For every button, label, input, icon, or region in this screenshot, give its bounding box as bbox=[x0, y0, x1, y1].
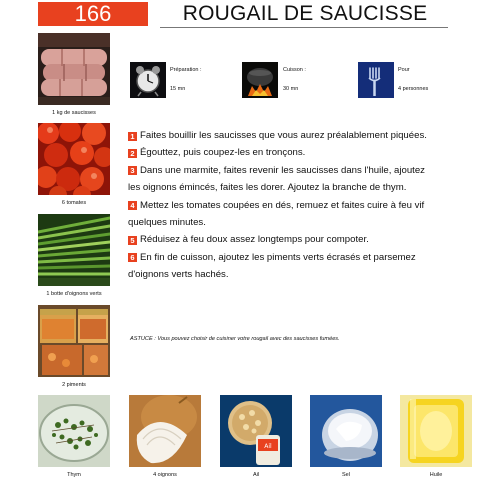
sausages-photo bbox=[38, 33, 110, 105]
title-divider bbox=[160, 27, 448, 28]
ingredient-caption: 1 botte d'oignons verts bbox=[46, 291, 102, 297]
garlic-photo bbox=[220, 395, 292, 467]
step-number: 6 bbox=[128, 253, 137, 262]
timing-label: Cuisson : bbox=[283, 67, 306, 73]
step-item bbox=[128, 127, 428, 144]
step-item bbox=[128, 231, 428, 248]
svg-text:Ail: Ail bbox=[264, 443, 272, 450]
ingredient-caption: 2 piments bbox=[62, 382, 86, 388]
recipe-tip: ASTUCE : Vous pouvez choisir de cuisiner votre rougail avec des saucisses fumées. bbox=[130, 336, 340, 342]
step-item bbox=[128, 249, 428, 284]
oil-photo bbox=[400, 395, 472, 467]
step-text: Faites bouillir les saucisses que vous aurez préalablement piquées. bbox=[140, 130, 427, 141]
alarm-clock-icon bbox=[130, 62, 166, 98]
step-item bbox=[128, 162, 428, 197]
ingredient-caption: Ail bbox=[252, 472, 260, 478]
page-number: 166 bbox=[38, 2, 148, 26]
step-number: 4 bbox=[128, 201, 137, 210]
step-number: 5 bbox=[128, 236, 137, 245]
step-number: 1 bbox=[128, 132, 137, 141]
recipe-steps bbox=[128, 127, 428, 284]
step-number: 3 bbox=[128, 166, 137, 175]
timing-label: Pour bbox=[398, 67, 410, 73]
page-header bbox=[0, 0, 499, 28]
ingredient-caption: 4 oignons bbox=[153, 472, 177, 478]
step-text: Mettez les tomates coupées en dés, remuez et faites cuire à feu vif quelques minutes. bbox=[128, 199, 425, 229]
ingredient-caption: 1 kg de saucisses bbox=[52, 110, 96, 116]
step-text: Égouttez, puis coupez-les en tronçons. bbox=[140, 147, 306, 159]
timing-label: Préparation : bbox=[170, 67, 202, 73]
step-text: En fin de cuisson, ajoutez les piments verts écrasés et parsemez d'oignons verts hachés. bbox=[128, 251, 416, 281]
timing-value: 15 mn bbox=[170, 86, 186, 92]
step-text: Réduisez à feu doux assez longtemps pour compoter. bbox=[140, 234, 369, 246]
timing-value: 4 personnes bbox=[398, 86, 429, 92]
step-text: Dans une marmite, faites revenir les saucisses dans l'huile, ajoutez les oignons émincés, faites les dorer. Ajoutez la branche de thym. bbox=[128, 164, 425, 194]
chili-jars-photo bbox=[38, 305, 110, 377]
salt-photo bbox=[310, 395, 382, 467]
green-onions-photo bbox=[38, 214, 110, 286]
ingredient-caption: 6 tomates bbox=[61, 200, 87, 206]
tomatoes-photo bbox=[38, 123, 110, 195]
ingredient-caption: Huile bbox=[429, 472, 443, 478]
fork-icon bbox=[358, 62, 394, 98]
cooking-pot-icon bbox=[242, 62, 278, 98]
recipe-title: ROUGAIL DE SAUCISSE bbox=[182, 2, 428, 25]
step-item bbox=[128, 144, 428, 161]
onions-photo bbox=[129, 395, 201, 467]
step-item bbox=[128, 197, 428, 232]
timing-value: 30 mn bbox=[283, 86, 299, 92]
ingredient-caption: Sel bbox=[342, 472, 350, 478]
thyme-photo bbox=[38, 395, 110, 467]
ingredient-caption: Thym bbox=[67, 472, 81, 478]
step-number: 2 bbox=[128, 149, 137, 158]
